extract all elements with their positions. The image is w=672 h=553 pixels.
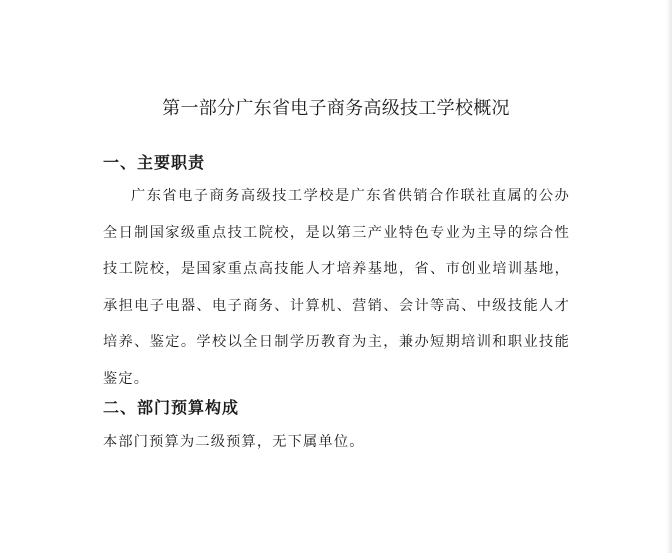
section-body-budget-composition: 本部门预算为二级预算，无下属单位。: [103, 434, 365, 450]
page-title: 第一部分广东省电子商务高级技工学校概况: [162, 98, 510, 119]
section-heading-budget-composition: 二、部门预算构成: [103, 398, 240, 417]
section-heading-main-duties: 一、主要职责: [103, 153, 206, 172]
section-body-main-duties: 广东省电子商务高级技工学校是广东省供销合作联社直属的公办全日制国家级重点技工院校，是以第三产业特色专业为主导的综合性技工院校，是国家重点高技能人才培养基地，省、市创业培训基地，承担电子电器、电子商务、计算机、营销、会计等高、中级技能人才培养、鉴定。学校以全日制学历教育为主，兼办短期培训和职业技能鉴定。: [103, 188, 570, 387]
page-edge-shadow: [666, 0, 672, 553]
